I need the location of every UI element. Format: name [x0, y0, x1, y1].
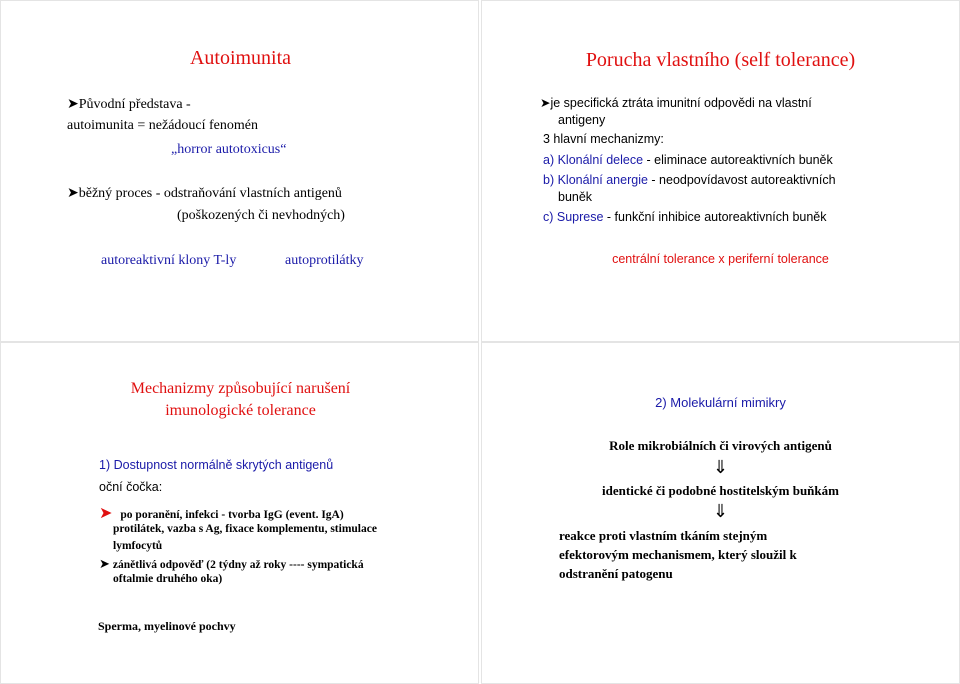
- slide-molekularni-mimikry: [481, 342, 960, 684]
- slide3-title-line1: Mechanizmy způsobující narušení: [130, 380, 351, 397]
- slide1-bullet1-line1: ➤Původní představa -: [67, 96, 191, 112]
- slide4-line3: reakce proti vlastním tkáním stejným: [559, 528, 768, 543]
- arrow-bullet-icon: ➤: [67, 185, 79, 201]
- slide2-bottom: centrální tolerance x periferní tolerance: [612, 252, 829, 266]
- slide2-mechanism-a: a) Klonální delece - eliminace autoreaktivních buněk: [543, 153, 833, 167]
- arrow-bullet-icon: ➤: [99, 503, 113, 522]
- slide1-right-label: autoprotilátky: [285, 253, 364, 268]
- slide2-line2: antigeny: [558, 113, 606, 127]
- slide3-bullet2-line1: ➤ zánětlivá odpověď (2 týdny až roky ---- sympatická: [99, 557, 364, 572]
- slide2-line1: ➤je specifická ztráta imunitní odpovědi na vlastní: [540, 95, 812, 110]
- slide2-mechanism-b-cont: buněk: [558, 190, 593, 204]
- slide1-bullet1-line3: „horror autotoxicus“: [171, 142, 287, 157]
- slide-porucha-tolerance: [481, 0, 960, 342]
- slide4-line4: efektorovým mechanismem, který sloužil k: [559, 547, 797, 562]
- arrow-bullet-icon: ➤: [67, 96, 79, 112]
- slide3-bullet2-line2: oftalmie druhého oka): [113, 573, 223, 585]
- slide4-line2: identické či podobné hostitelským buňkám: [602, 483, 839, 498]
- slide3-title-line2: imunologické tolerance: [165, 402, 316, 419]
- slide1-bullet1-line2: autoimunita = nežádoucí fenomén: [67, 118, 258, 133]
- slide2-title: Porucha vlastního (self tolerance): [585, 49, 856, 71]
- slide4-line1: Role mikrobiálních či virových antigenů: [609, 438, 832, 453]
- down-arrow-icon: ⇓: [712, 501, 729, 522]
- slide3-bullet1-line2: protilátek, vazba s Ag, fixace komplementu, stimulace: [113, 523, 377, 535]
- arrow-bullet-icon: ➤: [540, 95, 551, 110]
- down-arrow-icon: ⇓: [712, 457, 729, 478]
- slide-autoimunita: [0, 0, 479, 342]
- slide3-item1-sub: oční čočka:: [99, 480, 163, 494]
- slide1-bullet2-line2: (poškozených či nevhodných): [177, 208, 345, 223]
- slide2-line3: 3 hlavní mechanizmy:: [543, 132, 664, 146]
- slide4-line5: odstranění patogenu: [559, 566, 673, 581]
- slide1-left-label: autoreaktivní klony T-ly: [101, 253, 237, 268]
- slide4-title: 2) Molekulární mimikry: [655, 395, 786, 410]
- slide3-bullet1-line1: ➤ po poranění, infekci - tvorba IgG (event. IgA): [99, 503, 344, 522]
- slide2-mechanism-c: c) Suprese - funkční inhibice autoreaktivních buněk: [543, 210, 827, 224]
- slide3-item1: 1) Dostupnost normálně skrytých antigenů: [99, 458, 334, 472]
- slide1-title: Autoimunita: [189, 47, 292, 69]
- arrow-bullet-icon: ➤: [99, 557, 110, 572]
- slide2-mechanism-b: b) Klonální anergie - neodpovídavost autoreaktivních: [543, 173, 836, 187]
- slide3-bullet1-line3: lymfocytů: [113, 540, 163, 552]
- slide1-bullet2-line1: ➤běžný proces - odstraňování vlastních antigenů: [67, 185, 342, 201]
- slide3-bottom: Sperma, myelinové pochvy: [98, 619, 236, 633]
- slide-mechanizmy: [0, 342, 479, 684]
